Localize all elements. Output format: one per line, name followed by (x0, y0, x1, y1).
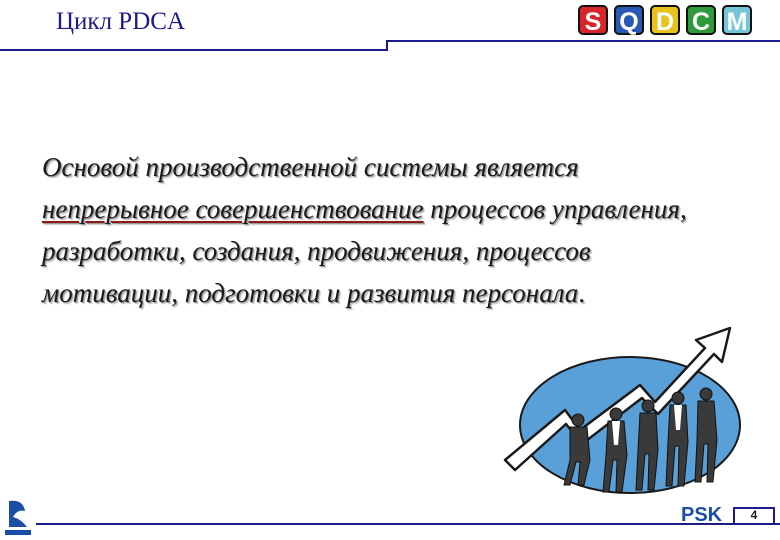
badge-c: C (686, 5, 716, 35)
footer-rule-left (36, 523, 376, 525)
body-period: . (578, 278, 586, 308)
slide-title: Цикл PDCA (56, 8, 185, 35)
kamaz-logo-icon (3, 497, 33, 537)
header-rule-left (0, 49, 388, 51)
header-rule-right (386, 40, 780, 42)
page-number: 4 (733, 507, 775, 525)
sqdcm-badges (578, 5, 752, 35)
psk-brand: PSK (681, 504, 723, 526)
badge-m: M (722, 5, 752, 35)
body-text-underlined: непрерывное совершенствование (42, 194, 424, 224)
body-paragraph (42, 146, 702, 314)
body-text-after: процессов управления, разработки, создания, продвижения, процессов мотивации, подготовки и развития персонала (42, 194, 687, 308)
body-text-before: Основой производственной системы является (42, 152, 579, 182)
badge-q: Q (614, 5, 644, 35)
badge-d: D (650, 5, 680, 35)
teamwork-growth-arrow-icon (490, 310, 770, 510)
badge-s: S (578, 5, 608, 35)
